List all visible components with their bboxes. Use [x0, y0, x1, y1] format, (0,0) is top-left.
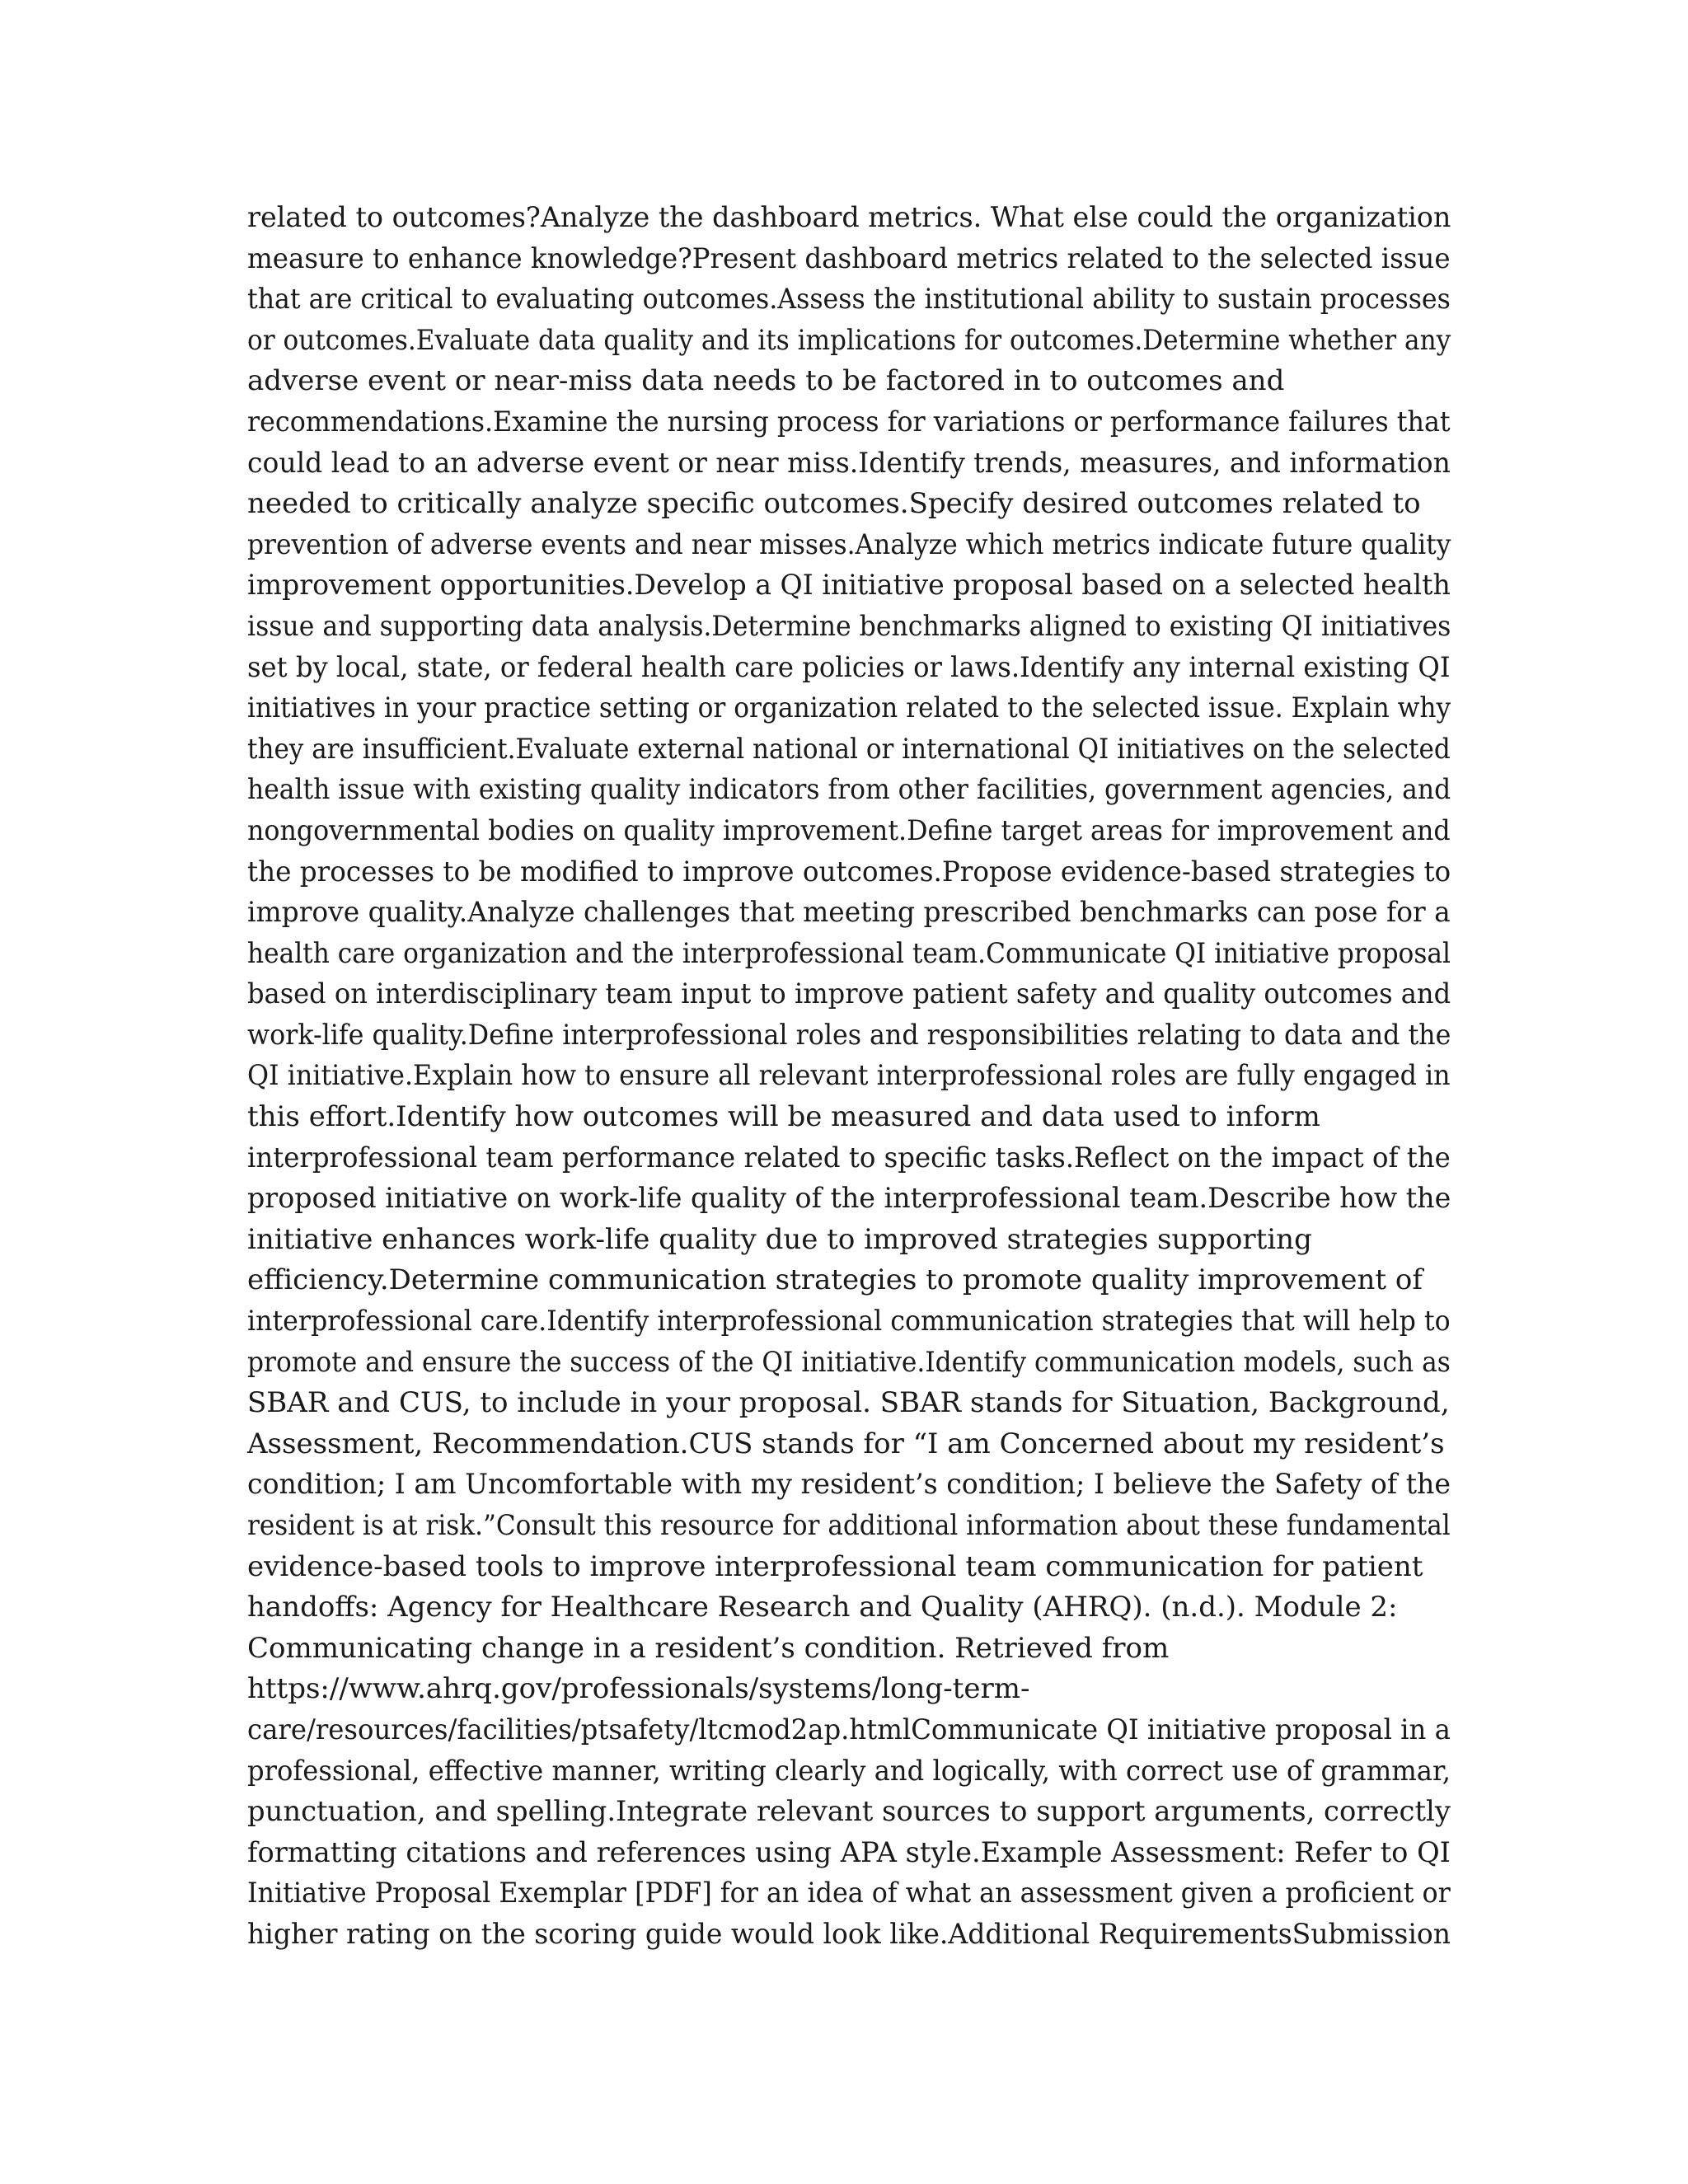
text-line: the processes to be modified to improve outcomes.Propose evidence-based strategies to: [247, 855, 1451, 888]
text-line: recommendations.Examine the nursing process for variations or performance failures that: [247, 405, 1451, 438]
text-line: interprofessional team performance related to specific tasks.Reflect on the impact of the: [247, 1141, 1451, 1174]
text-line: health issue with existing quality indicators from other facilities, government agencies, and: [247, 773, 1451, 807]
text-line: work-life quality.Define interprofessional roles and responsibilities relating to data and the: [247, 1018, 1451, 1052]
text-line: issue and supporting data analysis.Determine benchmarks aligned to existing QI initiatives: [247, 609, 1451, 643]
text-line: prevention of adverse events and near misses.Analyze which metrics indicate future quality: [247, 527, 1451, 561]
text-line: handoffs: Agency for Healthcare Research and Quality (AHRQ). (n.d.). Module 2:: [247, 1591, 1398, 1624]
text-line: initiatives in your practice setting or organization related to the selected issue. Explain why: [247, 691, 1451, 725]
text-line: Communicating change in a resident’s condition. Retrieved from: [247, 1631, 1170, 1665]
text-line: this effort.Identify how outcomes will be measured and data used to inform: [247, 1100, 1320, 1134]
text-line: based on interdisciplinary team input to improve patient safety and quality outcomes and: [247, 977, 1451, 1011]
text-line: care/resources/facilities/ptsafety/ltcmod2ap.htmlCommunicate QI initiative proposal in a: [247, 1713, 1451, 1746]
text-line: condition; I am Uncomfortable with my resident’s condition; I believe the Safety of the: [247, 1468, 1451, 1502]
text-line: efficiency.Determine communication strategies to promote quality improvement of: [247, 1263, 1423, 1297]
text-line: resident is at risk.”Consult this resource for additional information about these fundamental: [247, 1509, 1451, 1542]
text-line: proposed initiative on work-life quality of the interprofessional team.Describe how the: [247, 1182, 1451, 1216]
text-line: could lead to an adverse event or near miss.Identify trends, measures, and information: [247, 446, 1451, 480]
text-line: health care organization and the interprofessional team.Communicate QI initiative proposal: [247, 936, 1451, 970]
text-line: that are critical to evaluating outcomes.Assess the institutional ability to sustain processes: [247, 283, 1451, 316]
text-line: they are insufficient.Evaluate external national or international QI initiatives on the selected: [247, 732, 1451, 766]
text-line: nongovernmental bodies on quality improvement.Define target areas for improvement and: [247, 813, 1451, 847]
text-line: QI initiative.Explain how to ensure all relevant interprofessional roles are fully engaged in: [247, 1059, 1451, 1093]
text-line: higher rating on the scoring guide would look like.Additional RequirementsSubmission: [247, 1917, 1451, 1951]
text-line: promote and ensure the success of the QI initiative.Identify communication models, such as: [247, 1345, 1451, 1379]
body-text: [247, 198, 1451, 1956]
text-line: improvement opportunities.Develop a QI initiative proposal based on a selected health: [247, 569, 1451, 602]
text-line: Assessment, Recommendation.CUS stands for “I am Concerned about my resident’s: [247, 1427, 1445, 1460]
text-line: punctuation, and spelling.Integrate relevant sources to support arguments, correctly: [247, 1795, 1451, 1829]
text-line: measure to enhance knowledge?Present dashboard metrics related to the selected issue: [247, 241, 1451, 275]
text-line: adverse event or near-miss data needs to be factored in to outcomes and: [247, 364, 1285, 398]
text-line: or outcomes.Evaluate data quality and its implications for outcomes.Determine whether any: [247, 323, 1451, 357]
text-line: set by local, state, or federal health care policies or laws.Identify any internal existing QI: [247, 650, 1451, 684]
text-line: evidence-based tools to improve interprofessional team communication for patient: [247, 1549, 1423, 1583]
text-line: professional, effective manner, writing clearly and logically, with correct use of grammar,: [247, 1754, 1451, 1788]
text-line: Initiative Proposal Exemplar [PDF] for an idea of what an assessment given a proficient or: [247, 1877, 1451, 1910]
text-line: improve quality.Analyze challenges that meeting prescribed benchmarks can pose for a: [247, 896, 1451, 930]
text-line: https://www.ahrq.gov/professionals/systems/long-term-: [247, 1672, 1030, 1706]
text-line: initiative enhances work-life quality due to improved strategies supporting: [247, 1222, 1312, 1256]
text-line: interprofessional care.Identify interprofessional communication strategies that will help to: [247, 1305, 1451, 1338]
text-line: SBAR and CUS, to include in your proposal. SBAR stands for Situation, Background,: [247, 1386, 1450, 1420]
text-line: needed to critically analyze specific outcomes.Specify desired outcomes related to: [247, 487, 1421, 521]
text-line: formatting citations and references using APA style.Example Assessment: Refer to QI: [247, 1835, 1451, 1869]
text-line: related to outcomes?Analyze the dashboard metrics. What else could the organization: [247, 201, 1451, 234]
